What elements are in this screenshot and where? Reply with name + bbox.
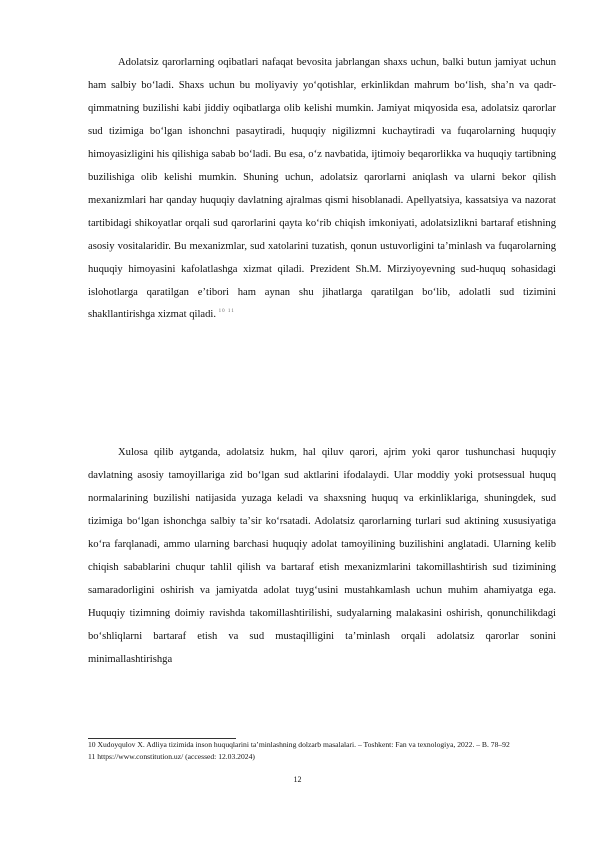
footnote-reference-marks: 10 11	[218, 309, 235, 315]
footnote-11: 11 https://www.constitution.uz/ (accessed: 12.03.2024)	[88, 752, 255, 762]
paragraph-1	[88, 52, 556, 327]
footnotes	[88, 739, 558, 764]
page-number: 12	[293, 775, 302, 784]
paragraph-1-text: Adolatsiz qarorlarning oqibatlari nafaqat bevosita jabrlangan shaxs uchun, balki butun jamiyat uchun ham salbiy boʻladi. Shaxs uchun bu moliyaviy yoʻqotishlar, erkinlikdan mahrum boʻlish, shaʼn va qadr-qimmatning buzilishi kabi jiddiy oqibatlarga olib kelishi mumkin. Jamiyat miqyosida esa, adolatsiz qarorlar sud tizimiga boʻlgan ishonchni pasaytiradi, huquqiy nigilizmni kuchaytiradi va fuqarolarning huquqiy himoyasizligini his qilishiga sabab boʻladi. Bu esa, oʻz navbatida, ijtimoiy beqarorlikka va huquqiy tartibning buzilishiga olib kelishi mumkin. Shuning uchun, adolatsiz qarorlarni aniqlash va ularni bekor qilish mexanizmlari har qanday huquqiy davlatning ajralmas qismi hisoblanadi. Apellyatsiya, kassatsiya va nazorat tartibidagi shikoyatlar orqali sud qarorlarini qayta koʻrib chiqish imkoniyati, adolatsizlikni bartaraf etishning asosiy vositalaridir. Bu mexanizmlar, sud xatolarini tuzatish, qonun ustuvorligini taʼminlash va fuqarolarning huquqiy himoyasini kafolatlashga xizmat qiladi. Prezident Sh.M. Mirziyoyevning sud-huquq sohasidagi islohotlarga qaratilgan eʼtibori ham aynan shu jihatlarga qaratilgan boʻlib, adolatli sud tizimini shakllantirishga xizmat qiladi.	[88, 57, 556, 321]
footnote-10: 10 Xudoyqulov X. Adliya tizimida inson huquqlarini taʼminlashning dolzarb masalalari. – Toshkent: Fan va texnologiya, 2022. – B. 78–92	[88, 740, 510, 749]
paragraph-2: Xulosa qilib aytganda, adolatsiz hukm, hal qiluv qarori, ajrim yoki qaror tushunchasi huquqiy davlatning asosiy tamoyillariga zid boʻlgan sud aktlarini ifodalaydi. Ular moddiy yoki protsessual huquq normalarining buzilishi natijasida yuzaga keladi va shaxsning huquq va erkinliklariga, shuningdek, sud tizimiga boʻlgan ishonchga salbiy taʼsir koʻrsatadi. Adolatsiz qarorlarning turlari sud aktining xususiyatiga koʻra farqlanadi, ammo ularning barchasi huquqiy adolat tamoyilining buzilishini anglatadi. Ularning kelib chiqish sabablarini chuqur tahlil qilish va bartaraf etish mexanizmlarini takomillashtirish sud tizimining samaradorligini oshirish va jamiyatda adolat tuygʻusini mustahkamlash uchun muhim ahamiyatga ega. Huquqiy tizimning doimiy ravishda takomillashtirilishi, sudyalarning malakasini oshirish, qonunchilikdagi boʻshliqlarni bartaraf etish va sud mustaqilligini taʼminlash orqali adolatsiz qarorlar sonini minimallashtirishga	[88, 447, 556, 665]
